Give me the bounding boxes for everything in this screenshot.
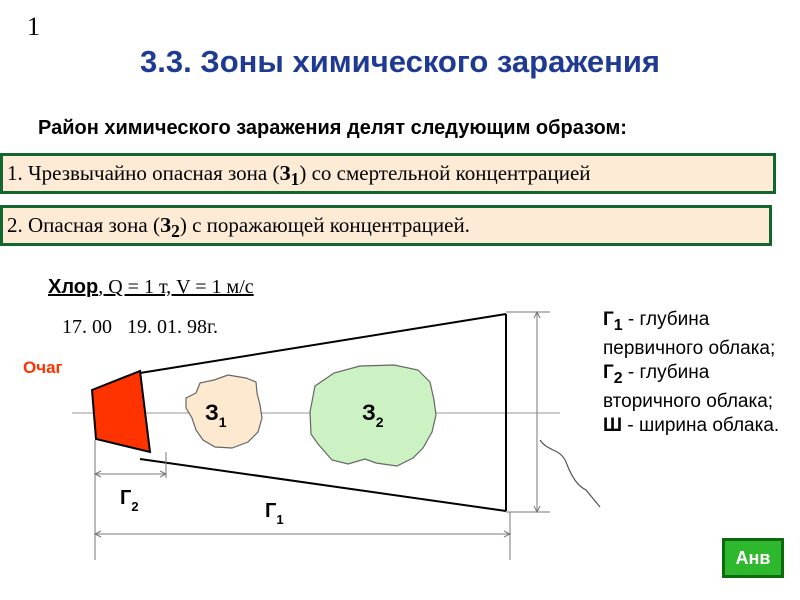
cloud-lower-edge <box>140 459 506 511</box>
source-label: Очаг <box>23 358 63 377</box>
width-leader-line <box>540 440 600 507</box>
anv-button[interactable]: Анв <box>722 538 784 578</box>
subtitle: Район химического заражения делят следующим образом: <box>38 117 627 139</box>
zone-z1-label: $З_1$ <box>205 400 227 430</box>
chlor-values: , Q = 1 т, V = 1 м/с <box>98 276 254 298</box>
legend-g2: $Г_2$ - глубина вторичного облака; <box>603 361 774 413</box>
zone-2-text-after: ) с поражающей концентрацией. <box>179 213 470 237</box>
zone-1-text-before: 1. Чрезвычайно опасная зона ( <box>7 161 280 185</box>
zone-z2-label: $З_2$ <box>362 400 384 430</box>
g1-label: $Г_1$ <box>265 500 284 527</box>
zone-2-letter: З <box>160 213 172 237</box>
legend <box>603 308 793 437</box>
zone-z1-shape <box>186 375 262 448</box>
legend-width: Ш - ширина облака. <box>603 414 780 436</box>
zone-1-text-after: ) со смертельной концентрацией <box>299 161 591 185</box>
cloud-upper-edge <box>140 314 506 373</box>
source-shape <box>92 371 150 452</box>
date-time: 17. 00 19. 01. 98г. <box>62 316 218 338</box>
zone-1-letter: З <box>279 161 291 185</box>
zone-2-text-before: 2. Опасная зона ( <box>7 213 160 237</box>
zone-2-index: 2 <box>171 221 180 242</box>
chlor-name: Хлор <box>48 276 99 298</box>
legend-g1: $Г_1$ - глубина первичного облака; <box>603 309 776 360</box>
slide-number: 1 <box>27 12 40 41</box>
page-title: 3.3. Зоны химического заражения <box>139 44 661 79</box>
g2-label: $Г_2$ <box>120 487 139 514</box>
zone-1-index: 1 <box>290 169 300 190</box>
